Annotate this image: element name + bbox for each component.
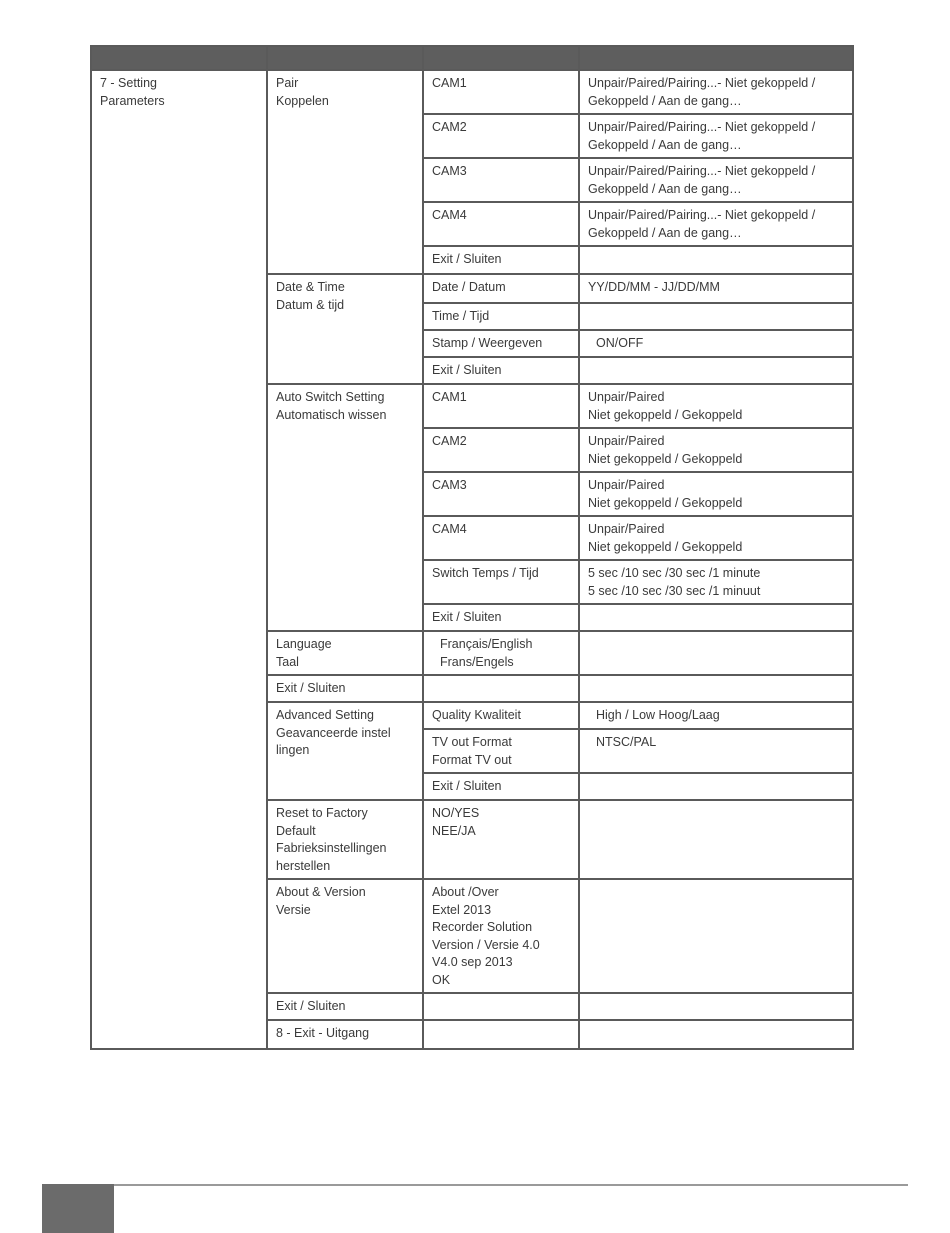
settings-menu-table xyxy=(90,45,854,1050)
autoswitch-cam3-value: Unpair/Paired Niet gekoppeld / Gekoppeld xyxy=(579,472,853,516)
menu-exit: 8 - Exit - Uitgang xyxy=(267,1020,423,1049)
pair-cam4-label: CAM4 xyxy=(423,202,579,246)
reset-value: NO/YES NEE/JA xyxy=(423,800,579,879)
empty-cell xyxy=(579,675,853,702)
advanced-exit-label: Exit / Sluiten xyxy=(423,773,579,800)
switch-time-value: 5 sec /10 sec /30 sec /1 minute 5 sec /10 sec /30 sec /1 minuut xyxy=(579,560,853,604)
submenu-language: Language Taal xyxy=(267,631,423,675)
submenu-advanced-setting: Advanced Setting Geavanceerde instel lingen xyxy=(267,702,423,800)
pair-cam4-value: Unpair/Paired/Pairing...- Niet gekoppeld / Gekoppeld / Aan de gang… xyxy=(579,202,853,246)
autoswitch-cam4-value: Unpair/Paired Niet gekoppeld / Gekoppeld xyxy=(579,516,853,560)
tv-out-value: NTSC/PAL xyxy=(579,729,853,773)
submenu-reset-factory: Reset to Factory Default Fabrieksinstellingen herstellen xyxy=(267,800,423,879)
page-number-block xyxy=(42,1184,114,1233)
pair-cam2-value: Unpair/Paired/Pairing...- Niet gekoppeld / Gekoppeld / Aan de gang… xyxy=(579,114,853,158)
table-header-row xyxy=(91,46,853,70)
tv-out-label: TV out Format Format TV out xyxy=(423,729,579,773)
autoswitch-cam1-label: CAM1 xyxy=(423,384,579,428)
autoswitch-cam3-label: CAM3 xyxy=(423,472,579,516)
header-cell xyxy=(91,46,267,70)
menu-setting-parameters: 7 - Setting Parameters xyxy=(91,70,267,1049)
empty-cell xyxy=(579,879,853,993)
empty-cell xyxy=(423,1020,579,1049)
autoswitch-cam1-value: Unpair/Paired Niet gekoppeld / Gekoppeld xyxy=(579,384,853,428)
language-value: Français/English Frans/Engels xyxy=(423,631,579,675)
pair-cam2-label: CAM2 xyxy=(423,114,579,158)
autoswitch-cam2-label: CAM2 xyxy=(423,428,579,472)
date-label: Date / Datum xyxy=(423,274,579,303)
submenu-auto-switch: Auto Switch Setting Automatisch wissen xyxy=(267,384,423,631)
footer-divider xyxy=(42,1184,908,1186)
quality-value: High / Low Hoog/Laag xyxy=(579,702,853,729)
settings-exit-label: Exit / Sluiten xyxy=(267,993,423,1020)
pair-cam3-label: CAM3 xyxy=(423,158,579,202)
empty-cell xyxy=(423,675,579,702)
header-cell xyxy=(423,46,579,70)
quality-label: Quality Kwaliteit xyxy=(423,702,579,729)
autoswitch-exit-label: Exit / Sluiten xyxy=(423,604,579,631)
header-cell xyxy=(579,46,853,70)
about-value: About /Over Extel 2013 Recorder Solution Version / Versie 4.0 V4.0 sep 2013 OK xyxy=(423,879,579,993)
submenu-pair: Pair Koppelen xyxy=(267,70,423,274)
header-cell xyxy=(267,46,423,70)
empty-cell xyxy=(579,604,853,631)
stamp-value: ON/OFF xyxy=(579,330,853,357)
date-value: YY/DD/MM - JJ/DD/MM xyxy=(579,274,853,303)
switch-time-label: Switch Temps / Tijd xyxy=(423,560,579,604)
table-row xyxy=(91,70,853,114)
pair-cam1-label: CAM1 xyxy=(423,70,579,114)
submenu-about-version: About & Version Versie xyxy=(267,879,423,993)
pair-cam1-value: Unpair/Paired/Pairing...- Niet gekoppeld / Gekoppeld / Aan de gang… xyxy=(579,70,853,114)
empty-cell xyxy=(423,993,579,1020)
language-exit-label: Exit / Sluiten xyxy=(267,675,423,702)
pair-cam3-value: Unpair/Paired/Pairing...- Niet gekoppeld / Gekoppeld / Aan de gang… xyxy=(579,158,853,202)
pair-exit-label: Exit / Sluiten xyxy=(423,246,579,274)
empty-cell xyxy=(579,1020,853,1049)
autoswitch-cam4-label: CAM4 xyxy=(423,516,579,560)
empty-cell xyxy=(579,631,853,675)
empty-cell xyxy=(579,773,853,800)
empty-cell xyxy=(579,303,853,330)
submenu-date-time: Date & Time Datum & tijd xyxy=(267,274,423,384)
empty-cell xyxy=(579,993,853,1020)
empty-cell xyxy=(579,246,853,274)
empty-cell xyxy=(579,800,853,879)
empty-cell xyxy=(579,357,853,384)
time-label: Time / Tijd xyxy=(423,303,579,330)
datetime-exit-label: Exit / Sluiten xyxy=(423,357,579,384)
autoswitch-cam2-value: Unpair/Paired Niet gekoppeld / Gekoppeld xyxy=(579,428,853,472)
stamp-label: Stamp / Weergeven xyxy=(423,330,579,357)
